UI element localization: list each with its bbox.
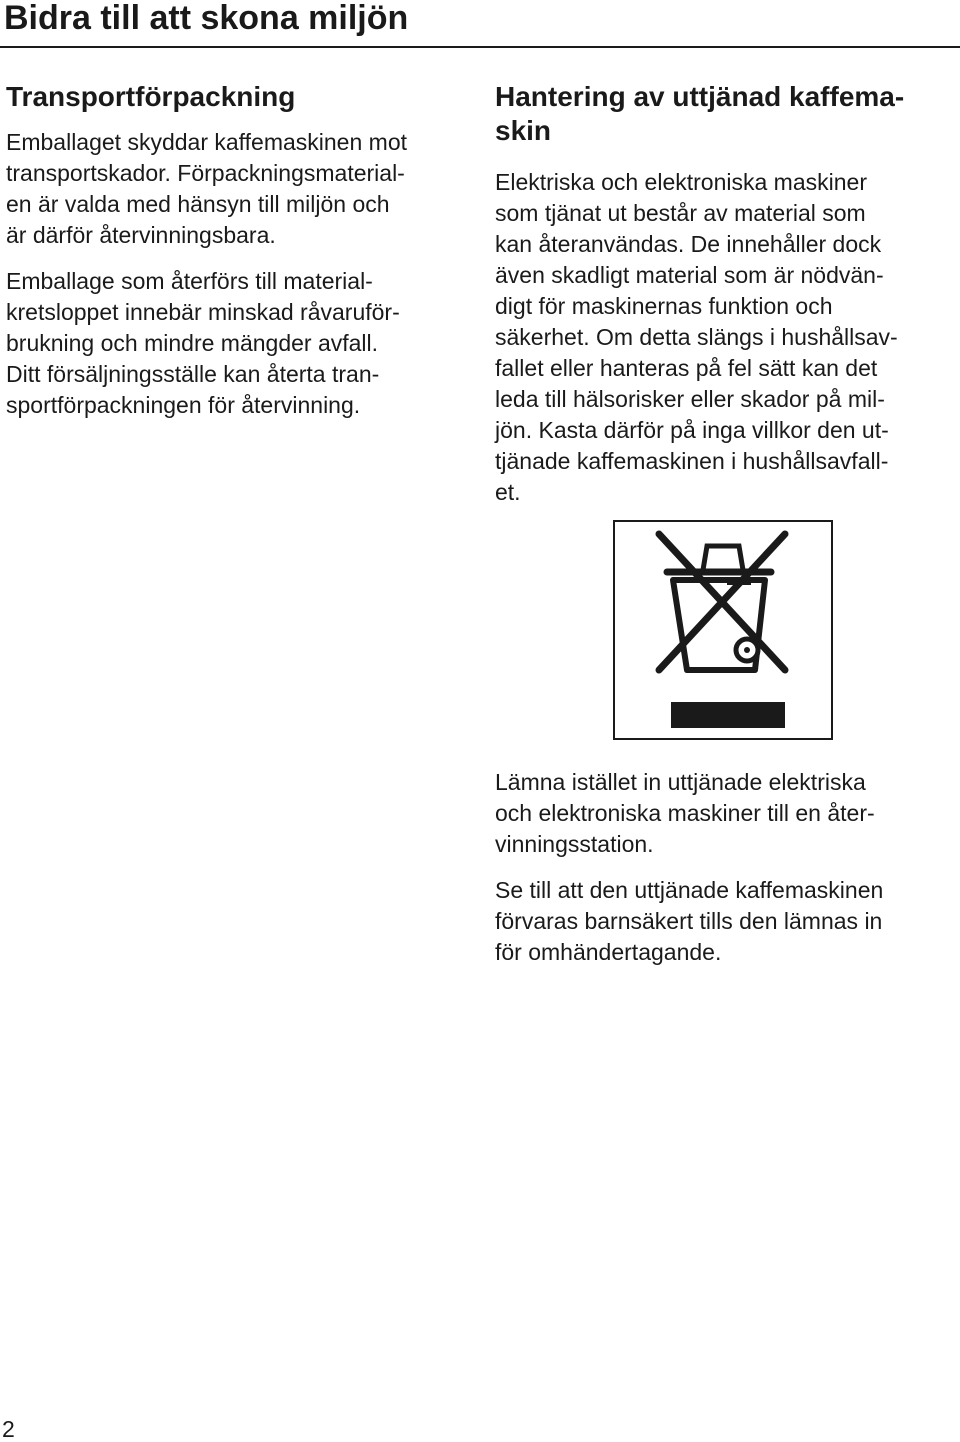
text-line: Lämna istället in uttjänade elektriska [495,769,866,795]
crossed-out-wheelie-bin-icon [613,520,833,740]
disposal-paragraph-3 [495,875,955,968]
text-line: leda till hälsorisker eller skador på mil- [495,386,885,412]
disposal-paragraph-1 [495,167,955,508]
disposal-paragraph-2 [495,767,955,860]
disposal-heading [495,80,955,148]
text-line: är därför återvinningsbara. [6,222,276,248]
text-line: en är valda med hänsyn till miljön och [6,191,390,217]
text-line: digt för maskinernas funktion och [495,293,833,319]
page-title: Bidra till att skona miljön [4,0,409,37]
text-line: jön. Kasta därför på inga villkor den ut- [495,417,889,443]
text-line: som tjänat ut består av material som [495,200,866,226]
text-line: förvaras barnsäkert tills den lämnas in [495,908,883,934]
title-divider [0,46,960,48]
page-number: 2 [2,1416,15,1442]
text-line: fallet eller hanteras på fel sätt kan det [495,355,878,381]
text-line: Emballaget skyddar kaffemaskinen mot [6,129,407,155]
text-line: och elektroniska maskiner till en åter- [495,800,875,826]
transport-section [6,80,468,421]
text-line: kretsloppet innebär minskad råvaruför- [6,299,400,325]
text-line: tjänade kaffemaskinen i hushållsavfall- [495,448,889,474]
text-line: säkerhet. Om detta slängs i hushållsav- [495,324,898,350]
transport-paragraph-1 [6,127,468,251]
text-line: Elektriska och elektroniska maskiner [495,169,867,195]
text-line: Ditt försäljningsställe kan återta tran- [6,361,380,387]
disposal-section [495,80,955,508]
disposal-section-lower [495,767,955,968]
text-line: för omhändertagande. [495,939,722,965]
text-line: kan återanvändas. De innehåller dock [495,231,882,257]
transport-heading: Transportförpackning [6,81,296,112]
text-line: sportförpackningen för återvinning. [6,392,361,418]
transport-paragraph-2 [6,266,468,421]
heading-line: skin [495,115,552,146]
text-line: vinningsstation. [495,831,654,857]
text-line: även skadligt material som är nödvän- [495,262,884,288]
text-line: transportskador. Förpackningsmaterial- [6,160,405,186]
text-line: Se till att den uttjänade kaffemaskinen [495,877,884,903]
text-line: Emballage som återförs till material- [6,268,373,294]
heading-line: Hantering av uttjänad kaffema- [495,81,905,112]
text-line: brukning och mindre mängder avfall. [6,330,379,356]
text-line: et. [495,479,521,505]
